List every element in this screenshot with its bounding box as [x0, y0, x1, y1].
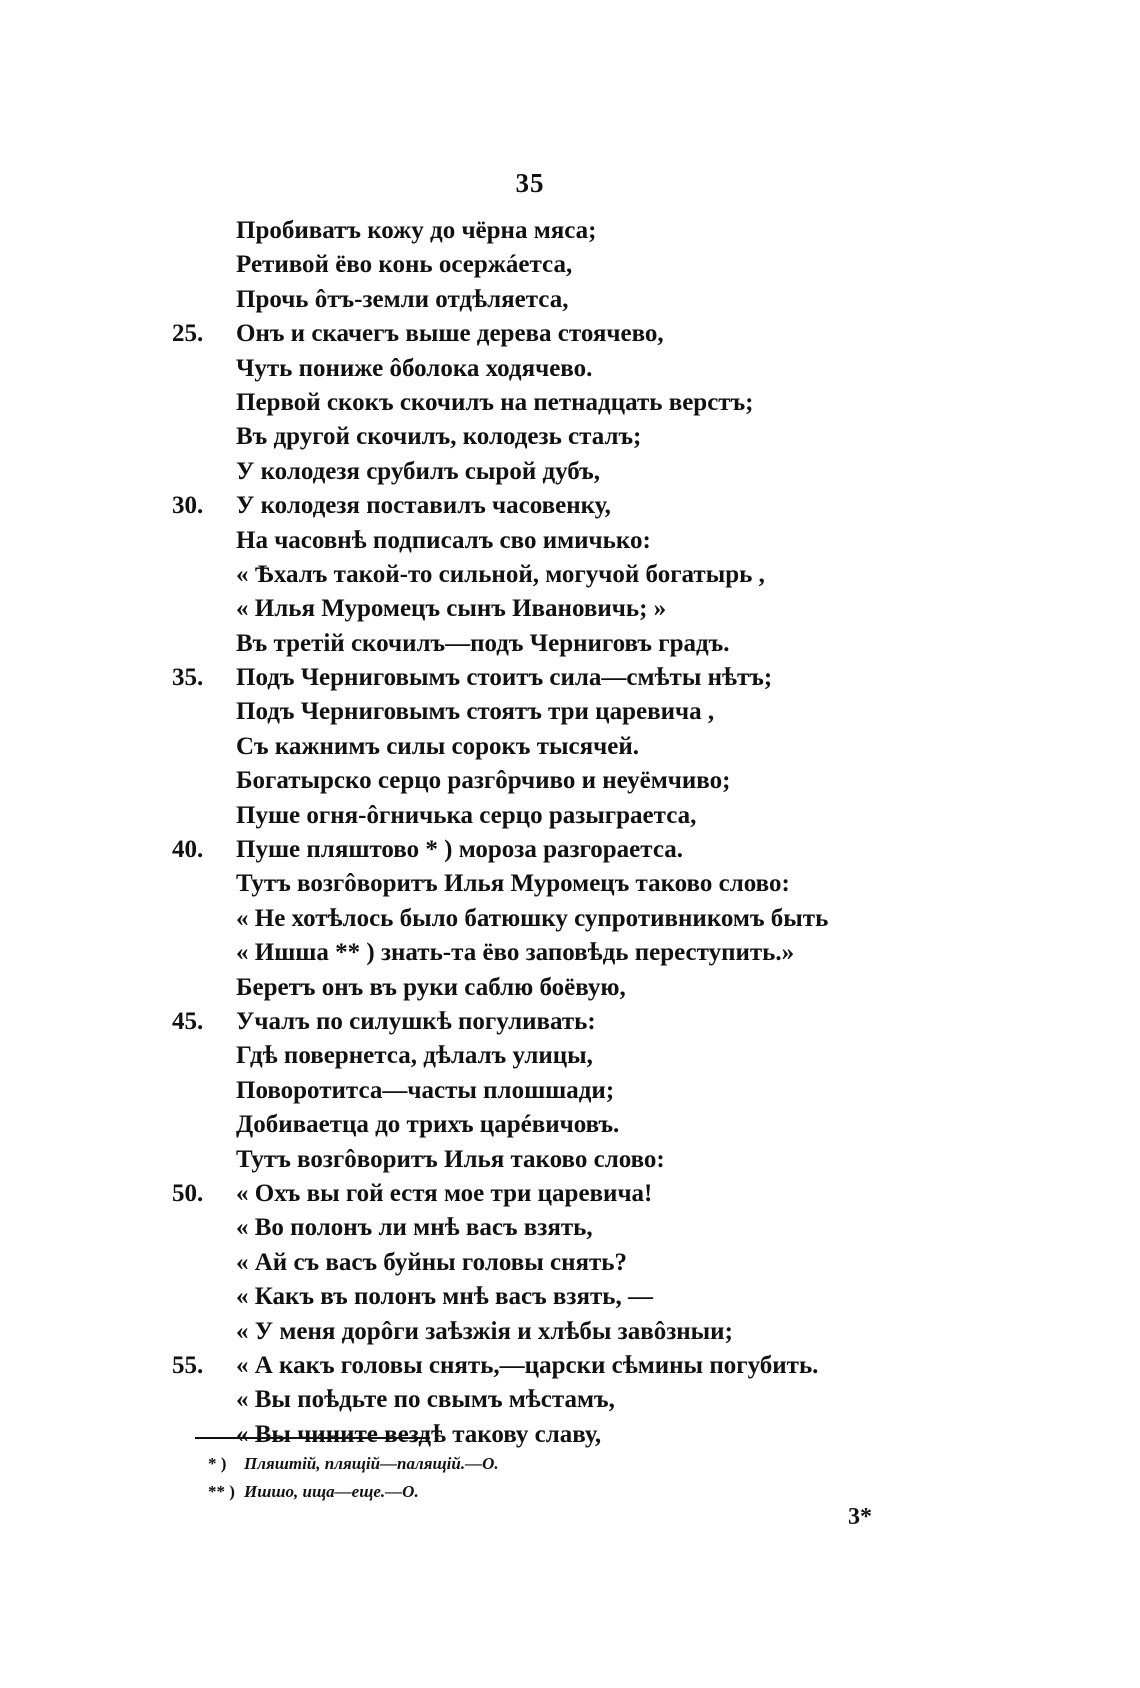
line-text: Онъ и скачегъ выше дерева стоячево, — [236, 320, 664, 348]
verse-line — [0, 558, 1140, 592]
line-text: Пуше огня-ôгничька серцо разыграетса, — [236, 801, 697, 829]
line-text: Гдѣ повернетса, дѣлалъ улицы, — [236, 1042, 593, 1070]
line-text: Богатырско серцо разгôрчиво и неуёмчиво; — [236, 767, 731, 795]
line-number: 40. — [172, 836, 204, 864]
line-text: У колодезя срубилъ сырой дубъ, — [236, 457, 601, 485]
line-text: Тутъ возгôворитъ Илья таково слово: — [236, 1145, 665, 1173]
line-text: « Охъ вы гой естя мое три царевича! — [236, 1179, 653, 1207]
footnote-text: Ишшо, ища—еще.—О. — [244, 1482, 419, 1501]
line-text: « Какъ въ полонъ мнѣ васъ взять, — — [236, 1283, 653, 1311]
verse-line — [0, 661, 1140, 695]
verse-line — [0, 936, 1140, 970]
verse-line — [0, 283, 1140, 317]
verse-line — [0, 1211, 1140, 1245]
line-text: « Ѣхалъ такой-то сильной, могучой богатырь , — [236, 560, 765, 588]
verse-line — [0, 1280, 1140, 1314]
line-text: Ретивой ёво конь осержáетса, — [236, 251, 573, 279]
line-text: У колодезя поставилъ часовенку, — [236, 492, 611, 520]
line-text: Подъ Черниговымъ стоятъ три царевича , — [236, 698, 715, 726]
line-number: 50. — [172, 1179, 204, 1207]
verse-line — [0, 352, 1140, 386]
line-text: Первой скокъ скочилъ на петнадцать верстъ; — [236, 388, 754, 416]
verse-line — [0, 1108, 1140, 1142]
line-text: « Вы чините вездѣ такову славу, — [236, 1420, 602, 1448]
footnote-rule — [195, 1437, 430, 1439]
line-text: Беретъ онъ въ руки саблю боёвую, — [236, 973, 626, 1001]
verse-line — [0, 971, 1140, 1005]
line-text: Подъ Черниговымъ стоитъ сила—смѣты нѣтъ; — [236, 664, 773, 692]
verse-line — [0, 1039, 1140, 1073]
verse-line — [0, 214, 1140, 248]
line-text: « У меня дорôги заѣзжія и хлѣбы завôзныи; — [236, 1317, 733, 1345]
verse-line — [0, 1246, 1140, 1280]
verse-line — [0, 524, 1140, 558]
line-text: Тутъ возгôворитъ Илья Муромецъ таково слово: — [236, 870, 790, 898]
verse-line — [0, 902, 1140, 936]
line-text: На часовнѣ подписалъ сво имичько: — [236, 526, 651, 554]
verse-line — [0, 867, 1140, 901]
line-text: « Во полонъ ли мнѣ васъ взять, — [236, 1214, 593, 1242]
line-number: 35. — [172, 664, 204, 692]
signature-mark: 3* — [848, 1504, 872, 1530]
page-number: 35 — [515, 168, 545, 198]
verse-line — [0, 730, 1140, 764]
line-text: « Илья Муромецъ сынъ Ивановичь; » — [236, 595, 667, 623]
line-text: Съ кажнимъ силы сорокъ тысячей. — [236, 732, 639, 760]
footnote — [0, 1478, 1140, 1506]
verse-line — [0, 1418, 1140, 1452]
footnote — [0, 1450, 1140, 1478]
verse-line — [0, 764, 1140, 798]
verse-line — [0, 592, 1140, 626]
verse-line — [0, 1383, 1140, 1417]
poem-text — [0, 214, 1140, 1452]
verse-line — [0, 627, 1140, 661]
line-text: Пробиватъ кожу до чёрна мяса; — [236, 217, 597, 244]
line-text: Поворотитса—часты плошшади; — [236, 1076, 615, 1104]
verse-line — [0, 1349, 1140, 1383]
verse-line — [0, 1005, 1140, 1039]
line-text: Пуше пляштово * ) мороза разгораетса. — [236, 836, 684, 864]
verse-line — [0, 248, 1140, 282]
footnote-mark: ** ) — [208, 1482, 235, 1501]
verse-line — [0, 420, 1140, 454]
verse-line — [0, 833, 1140, 867]
line-text: Чуть пониже ôболока ходячево. — [236, 354, 593, 382]
line-text: Въ третій скочилъ—подъ Черниговъ градъ. — [236, 629, 730, 657]
verse-line — [0, 1143, 1140, 1177]
line-number: 25. — [172, 320, 204, 348]
verse-line — [0, 799, 1140, 833]
line-number: 45. — [172, 1007, 204, 1035]
line-text: Добиваетца до трихъ царéвичовъ. — [236, 1111, 620, 1139]
verse-line — [0, 695, 1140, 729]
footnotes — [0, 1450, 1140, 1506]
verse-line — [0, 489, 1140, 523]
line-text: « Вы поѣдьте по свымъ мѣстамъ, — [236, 1386, 615, 1414]
footnote-mark: * ) — [208, 1454, 227, 1473]
line-text: Учалъ по силушкѣ погуливать: — [236, 1007, 596, 1035]
line-number: 30. — [172, 492, 204, 520]
footnote-text: Пляштій, плящій—палящій.—О. — [244, 1454, 499, 1473]
verse-line — [0, 386, 1140, 420]
verse-line — [0, 455, 1140, 489]
line-text: « Ай съ васъ буйны головы снять? — [236, 1248, 628, 1276]
verse-line — [0, 1315, 1140, 1349]
line-text: « Не хотѣлось было батюшку супротивникомъ быть — [236, 904, 829, 932]
line-number: 55. — [172, 1351, 204, 1379]
line-text: « Ишша ** ) знать-та ёво заповѣдь переступить.» — [236, 939, 795, 967]
verse-line — [0, 1074, 1140, 1108]
line-text: Въ другой скочилъ, колодезь сталъ; — [236, 423, 642, 451]
verse-line — [0, 1177, 1140, 1211]
verse-line — [0, 317, 1140, 351]
line-text: Прочь ôтъ-земли отдѣляетса, — [236, 285, 569, 313]
line-text: « А какъ головы снять,—царски сѣмины погубить. — [236, 1351, 819, 1379]
